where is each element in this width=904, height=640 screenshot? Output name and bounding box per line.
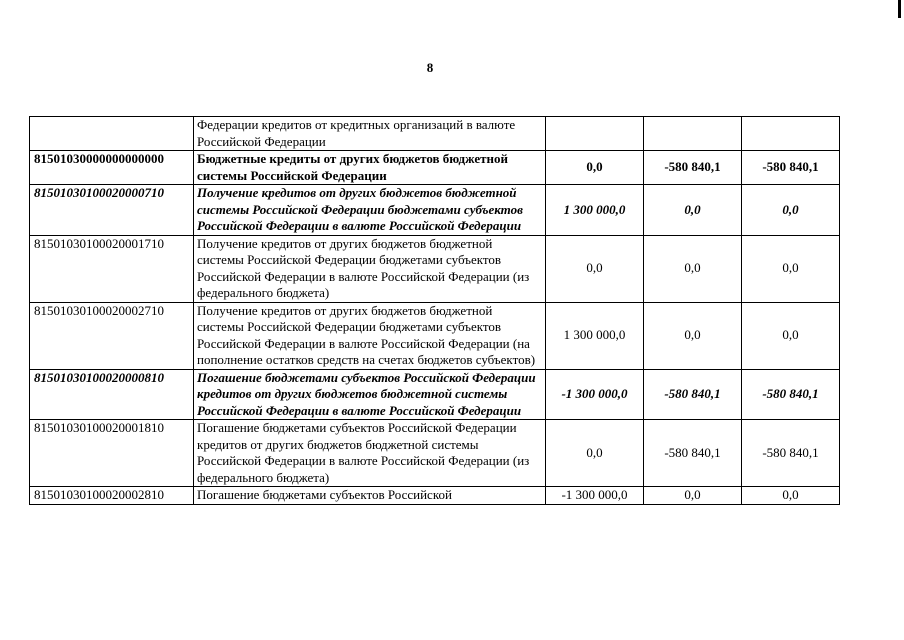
row-description: Бюджетные кредиты от других бюджетов бюджетной системы Российской Федерации [194,151,546,185]
table-row [30,117,840,151]
row-value-2: 0,0 [644,487,742,505]
row-value-1: 0,0 [546,151,644,185]
row-code: 81501030100020001810 [30,420,194,487]
row-description: Погашение бюджетами субъектов Российской Федерации кредитов от других бюджетов бюджетной системы Российской Федерации в валюте Российской Федерации (из федерального бюджета) [194,420,546,487]
row-value-2: 0,0 [644,302,742,369]
row-code: 81501030100020002810 [30,487,194,505]
row-value-2: -580 840,1 [644,369,742,420]
page-edge-mark [898,0,901,18]
row-value-3: 0,0 [742,302,840,369]
table-row [30,487,840,505]
table-row [30,420,840,487]
row-code: 81501030100020001710 [30,235,194,302]
row-description: Федерации кредитов от кредитных организаций в валюте Российской Федерации [194,117,546,151]
row-value-3: -580 840,1 [742,369,840,420]
row-code: 81501030100020000710 [30,185,194,236]
table-row [30,302,840,369]
row-value-1 [546,117,644,151]
row-value-3: 0,0 [742,235,840,302]
row-code [30,117,194,151]
table-row [30,185,840,236]
row-code: 81501030000000000000 [30,151,194,185]
row-value-2: -580 840,1 [644,151,742,185]
row-value-1: -1 300 000,0 [546,487,644,505]
budget-sources-table [29,116,840,505]
row-value-3: 0,0 [742,487,840,505]
row-value-2: -580 840,1 [644,420,742,487]
row-value-2 [644,117,742,151]
row-value-1: 1 300 000,0 [546,185,644,236]
row-description: Получение кредитов от других бюджетов бюджетной системы Российской Федерации бюджетами субъектов Российской Федерации в валюте Российской Федерации [194,185,546,236]
row-value-3: -580 840,1 [742,420,840,487]
table-row [30,369,840,420]
row-value-1: 0,0 [546,235,644,302]
row-value-1: -1 300 000,0 [546,369,644,420]
table-row [30,151,840,185]
row-value-3: 0,0 [742,185,840,236]
row-value-1: 1 300 000,0 [546,302,644,369]
row-value-1: 0,0 [546,420,644,487]
row-value-2: 0,0 [644,235,742,302]
row-code: 81501030100020002710 [30,302,194,369]
row-description: Погашение бюджетами субъектов Российской Федерации кредитов от других бюджетов бюджетной системы Российской Федерации в валюте Российской Федерации [194,369,546,420]
row-code: 81501030100020000810 [30,369,194,420]
row-description: Получение кредитов от других бюджетов бюджетной системы Российской Федерации бюджетами субъектов Российской Федерации в валюте Российской Федерации (на пополнение остатков средств на счетах бюджетов субъектов) [194,302,546,369]
page-number: 8 [426,60,434,75]
row-value-3 [742,117,840,151]
row-value-2: 0,0 [644,185,742,236]
row-description: Погашение бюджетами субъектов Российской [194,487,546,505]
row-description: Получение кредитов от других бюджетов бюджетной системы Российской Федерации бюджетами субъектов Российской Федерации в валюте Российской Федерации (из федерального бюджета) [194,235,546,302]
table-row [30,235,840,302]
row-value-3: -580 840,1 [742,151,840,185]
